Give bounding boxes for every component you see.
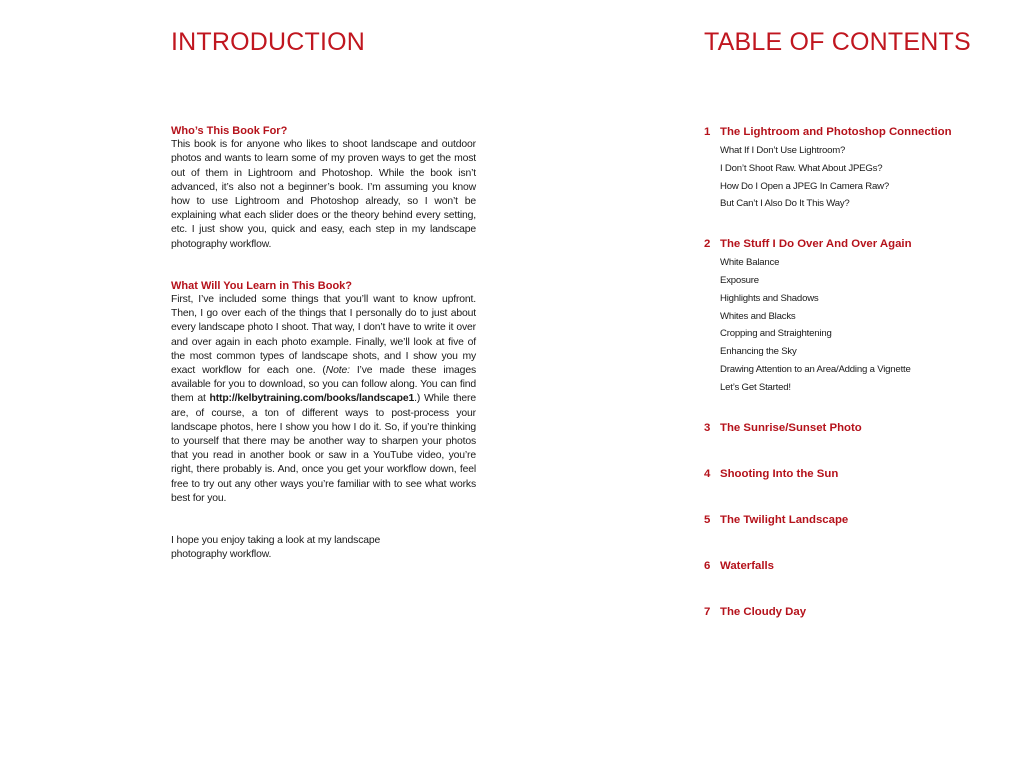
download-url[interactable]: http://kelbytraining.com/books/landscape1	[209, 393, 415, 405]
chapter-title[interactable]: The Cloudy Day	[720, 605, 807, 618]
introduction-page	[171, 124, 476, 562]
chapter-heading[interactable]	[704, 604, 1004, 621]
chapter-title[interactable]: The Lightroom and Photoshop Connection	[720, 126, 952, 138]
toc-subsection[interactable]: Highlights and Shadows	[720, 292, 819, 304]
chapter-number: 7	[704, 605, 711, 618]
section-heading: What Will You Learn in This Book?	[171, 279, 352, 292]
chapter-number: 3	[704, 421, 711, 434]
chapter-number: 5	[704, 513, 711, 526]
toc-chapter-6[interactable]	[704, 558, 1004, 575]
chapter-title[interactable]: Shooting Into the Sun	[720, 467, 839, 480]
toc-chapter-2[interactable]	[704, 236, 1004, 396]
section-heading: Who’s This Book For?	[171, 125, 288, 137]
toc-chapter-3[interactable]	[704, 420, 1004, 437]
toc-subsection[interactable]: Cropping and Straightening	[720, 328, 832, 340]
chapter-title[interactable]: Waterfalls	[720, 559, 775, 572]
page-title-introduction: INTRODUCTION	[171, 28, 366, 56]
section-body	[171, 293, 476, 506]
chapter-title[interactable]: The Twilight Landscape	[720, 513, 849, 526]
toc-chapter-4[interactable]	[704, 466, 1004, 483]
toc-subsection[interactable]: Let’s Get Started!	[720, 381, 791, 393]
note-label: Note:	[325, 365, 350, 377]
toc-subsection[interactable]: White Balance	[720, 257, 780, 269]
toc-chapter-1[interactable]	[704, 124, 1004, 213]
chapter-number: 4	[704, 467, 711, 480]
toc-subsection[interactable]: Whites and Blacks	[720, 310, 796, 322]
table-of-contents	[704, 124, 1004, 621]
section-who-is-this-book-for	[171, 124, 476, 252]
chapter-number: 6	[704, 559, 711, 572]
page-title-table-of-contents: TABLE OF CONTENTS	[704, 28, 971, 56]
chapter-heading[interactable]	[704, 512, 1004, 529]
toc-subsection[interactable]: What If I Don’t Use Lightroom?	[720, 145, 846, 156]
toc-subsection[interactable]: How Do I Open a JPEG In Camera Raw?	[720, 180, 889, 192]
chapter-subsections	[720, 142, 1004, 213]
section-what-will-you-learn	[171, 279, 476, 506]
toc-chapter-7[interactable]	[704, 604, 1004, 621]
chapter-heading[interactable]	[704, 466, 1004, 483]
toc-chapter-5[interactable]	[704, 512, 1004, 529]
body-text: First, I’ve included some things that you’ll want to know upfront. Then, I go over each of the things that I personally do to just about every landscape photo I shoot. That way, I don’t have to write it over and over again in each photo example. Finally, we’ll look at five of the most common types of landscape shots, and I show you my exact workflow for each one. (	[171, 294, 476, 377]
chapter-heading[interactable]	[704, 420, 1004, 437]
toc-subsection[interactable]: But Can’t I Also Do It This Way?	[720, 198, 850, 210]
chapter-title[interactable]: The Sunrise/Sunset Photo	[720, 421, 862, 434]
chapter-number: 1	[704, 126, 711, 138]
toc-subsection[interactable]: Enhancing the Sky	[720, 346, 797, 358]
chapter-subsections	[720, 254, 1004, 396]
chapter-number: 2	[704, 238, 711, 251]
chapter-heading[interactable]	[704, 236, 1004, 253]
chapter-heading[interactable]	[704, 558, 1004, 575]
chapter-heading[interactable]	[704, 124, 1004, 141]
toc-subsection[interactable]: Drawing Attention to an Area/Adding a Vignette	[720, 363, 911, 375]
toc-subsection[interactable]: Exposure	[720, 274, 759, 286]
chapter-title[interactable]: The Stuff I Do Over And Over Again	[720, 238, 912, 251]
toc-subsection[interactable]: I Don’t Shoot Raw. What About JPEGs?	[720, 162, 883, 174]
body-text: I’ve made these images available for you to download, so you can follow along. You can find them at	[171, 365, 476, 405]
closing-text: I hope you enjoy taking a look at my landscape photography workflow.	[171, 535, 381, 561]
body-text: .) While there are, of course, a ton of different ways to post-process your landscape photos, here I show you how I do it. So, if you’re thinking to yourself that there may be another way to sharpen your photos that you read in another book or saw in a YouTube video, you’re right, there probably is. And, once you get your workflow down, feel free to try out any other ways you’re familiar with to see what works best for you.	[171, 393, 476, 504]
section-body: This book is for anyone who likes to shoot landscape and outdoor photos and wants to learn some of my proven ways to get the most out of them in Lightroom and Photoshop. While the book isn’t advanced, it’s also not a beginner’s book. I’m assuming you know how to use Lightroom and Photoshop already, so I won’t be explaining what each slider does or the theory behind every setting, etc. I just show you, quick and easy, each step in my landscape photography workflow.	[171, 139, 476, 250]
